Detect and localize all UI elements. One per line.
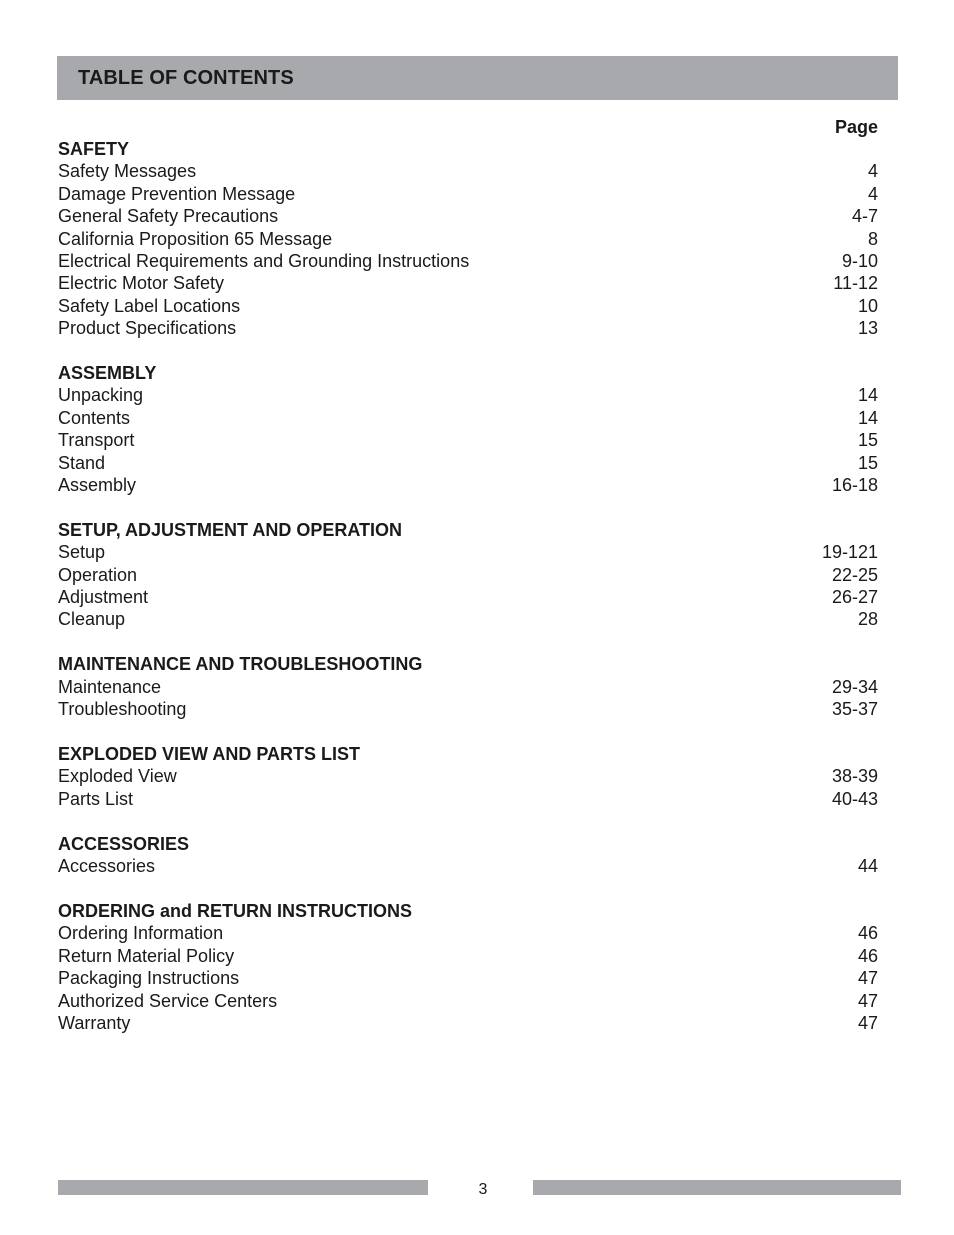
section-title: EXPLODED VIEW AND PARTS LIST: [58, 743, 361, 764]
toc-entry-page: 9-10: [841, 250, 878, 271]
toc-entry: [58, 452, 878, 474]
toc-entry-page: 35-37: [831, 699, 878, 720]
toc-entry-label: Electrical Requirements and Grounding Instructions: [58, 250, 470, 271]
toc-entry-page: 22-25: [831, 564, 878, 585]
toc-entry-label: Troubleshooting: [58, 699, 187, 720]
toc-entry-label: Electric Motor Safety: [58, 273, 225, 294]
toc-entry-label: Return Material Policy: [58, 945, 235, 966]
toc-entry-page: 47: [857, 1012, 878, 1033]
toc-entry: [58, 205, 878, 227]
toc-section: [58, 833, 878, 878]
section-heading-row: [58, 362, 878, 384]
toc-entry: [58, 765, 878, 787]
toc-entry: [58, 250, 878, 272]
toc-entry-label: Authorized Service Centers: [58, 990, 278, 1011]
section-title: ASSEMBLY: [58, 363, 157, 384]
toc-entry-label: Exploded View: [58, 766, 177, 787]
toc-entry-page: 46: [857, 945, 878, 966]
toc-entry-page: 14: [857, 407, 878, 428]
toc-entry-page: 8: [867, 228, 878, 249]
toc-entry: [58, 564, 878, 586]
toc-entry: [58, 676, 878, 698]
toc-entry: [58, 788, 878, 810]
page-number: 3: [478, 1181, 488, 1198]
section-title: ORDERING and RETURN INSTRUCTIONS: [58, 900, 413, 921]
toc-entry-label: California Proposition 65 Message: [58, 228, 333, 249]
toc-entry-label: Accessories: [58, 856, 156, 877]
toc-entry: [58, 317, 878, 339]
toc-section: [58, 653, 878, 720]
toc-entry-label: Adjustment: [58, 587, 149, 608]
toc-section: [58, 138, 878, 340]
section-title: SAFETY: [58, 139, 130, 159]
toc-entry-label: Transport: [58, 430, 135, 451]
toc-entry: [58, 474, 878, 496]
toc-entry-page: 11-12: [833, 273, 878, 294]
toc-entry-label: Setup: [58, 542, 106, 563]
page-title: TABLE OF CONTENTS: [78, 66, 294, 89]
footer-bar-right: [533, 1180, 901, 1195]
toc-entry-label: Safety Messages: [58, 161, 197, 182]
toc-entry-label: Safety Label Locations: [58, 295, 241, 316]
toc-entry-label: Parts List: [58, 788, 134, 809]
toc-entry-page: 14: [857, 385, 878, 406]
toc-entry-page: 4: [867, 183, 878, 204]
toc-entry-page: 16-18: [831, 474, 878, 495]
section-heading-row: [58, 138, 878, 160]
toc-entry-page: 15: [857, 452, 878, 473]
toc-entry: [58, 586, 878, 608]
section-title: MAINTENANCE AND TROUBLESHOOTING: [58, 654, 423, 675]
section-title: SETUP, ADJUSTMENT AND OPERATION: [58, 519, 403, 540]
toc-entry-label: Contents: [58, 407, 131, 428]
toc-section: [58, 519, 878, 631]
toc-entry-label: Maintenance: [58, 676, 162, 697]
section-heading-row: [58, 900, 878, 922]
toc-entry-label: General Safety Precautions: [58, 206, 279, 227]
toc-entry-page: 4: [867, 161, 878, 182]
toc-entry-label: Cleanup: [58, 609, 126, 630]
toc-entry: [58, 608, 878, 630]
toc-entry: [58, 160, 878, 182]
toc-entry-page: 13: [857, 318, 878, 339]
toc-entry: [58, 1012, 878, 1034]
toc-entry-label: Damage Prevention Message: [58, 183, 296, 204]
toc-entry: [58, 855, 878, 877]
toc-entry-page: 29-34: [831, 676, 878, 697]
toc-entry-page: 28: [857, 609, 878, 630]
toc-entry-label: Ordering Information: [58, 923, 224, 944]
toc-entry-label: Warranty: [58, 1012, 131, 1033]
toc-section: [58, 900, 878, 1034]
toc-entry: [58, 272, 878, 294]
toc-entry-page: 40-43: [831, 788, 878, 809]
section-heading-row: [58, 653, 878, 675]
toc-entry-page: 15: [857, 430, 878, 451]
toc-entry-label: Unpacking: [58, 385, 144, 406]
toc-entry-label: Operation: [58, 564, 138, 585]
toc-entry: [58, 183, 878, 205]
toc-entry-label: Assembly: [58, 474, 137, 495]
toc-entry: [58, 384, 878, 406]
toc-entry: [58, 945, 878, 967]
toc-entry: [58, 429, 878, 451]
toc-entry: [58, 407, 878, 429]
toc-entry-page: 46: [857, 923, 878, 944]
toc-entry-page: 10: [857, 295, 878, 316]
toc-entry-page: 26-27: [831, 587, 878, 608]
footer-bar-left: [58, 1180, 428, 1195]
toc-entry-page: 47: [857, 968, 878, 989]
section-heading-row: [58, 519, 878, 541]
toc-entry-page: 4-7: [851, 206, 878, 227]
header-bar: [57, 56, 898, 100]
toc-entry-label: Product Specifications: [58, 318, 237, 339]
toc-entry: [58, 990, 878, 1012]
section-heading-row: [58, 743, 878, 765]
toc-section: [58, 743, 878, 810]
toc-entry-label: Packaging Instructions: [58, 968, 240, 989]
toc-entry-page: 38-39: [831, 766, 878, 787]
toc-entry: [58, 295, 878, 317]
toc-entry-page: 44: [857, 856, 878, 877]
toc-entry: [58, 698, 878, 720]
table-of-contents: [58, 138, 878, 1057]
toc-entry: [58, 922, 878, 944]
section-title: ACCESSORIES: [58, 833, 190, 854]
toc-entry-label: Stand: [58, 452, 106, 473]
toc-entry-page: 19-121: [821, 542, 878, 563]
toc-entry: [58, 228, 878, 250]
toc-section: [58, 362, 878, 496]
section-heading-row: [58, 833, 878, 855]
page-column-label: Page: [834, 117, 878, 137]
toc-entry-page: 47: [857, 990, 878, 1011]
toc-entry: [58, 967, 878, 989]
toc-entry: [58, 541, 878, 563]
